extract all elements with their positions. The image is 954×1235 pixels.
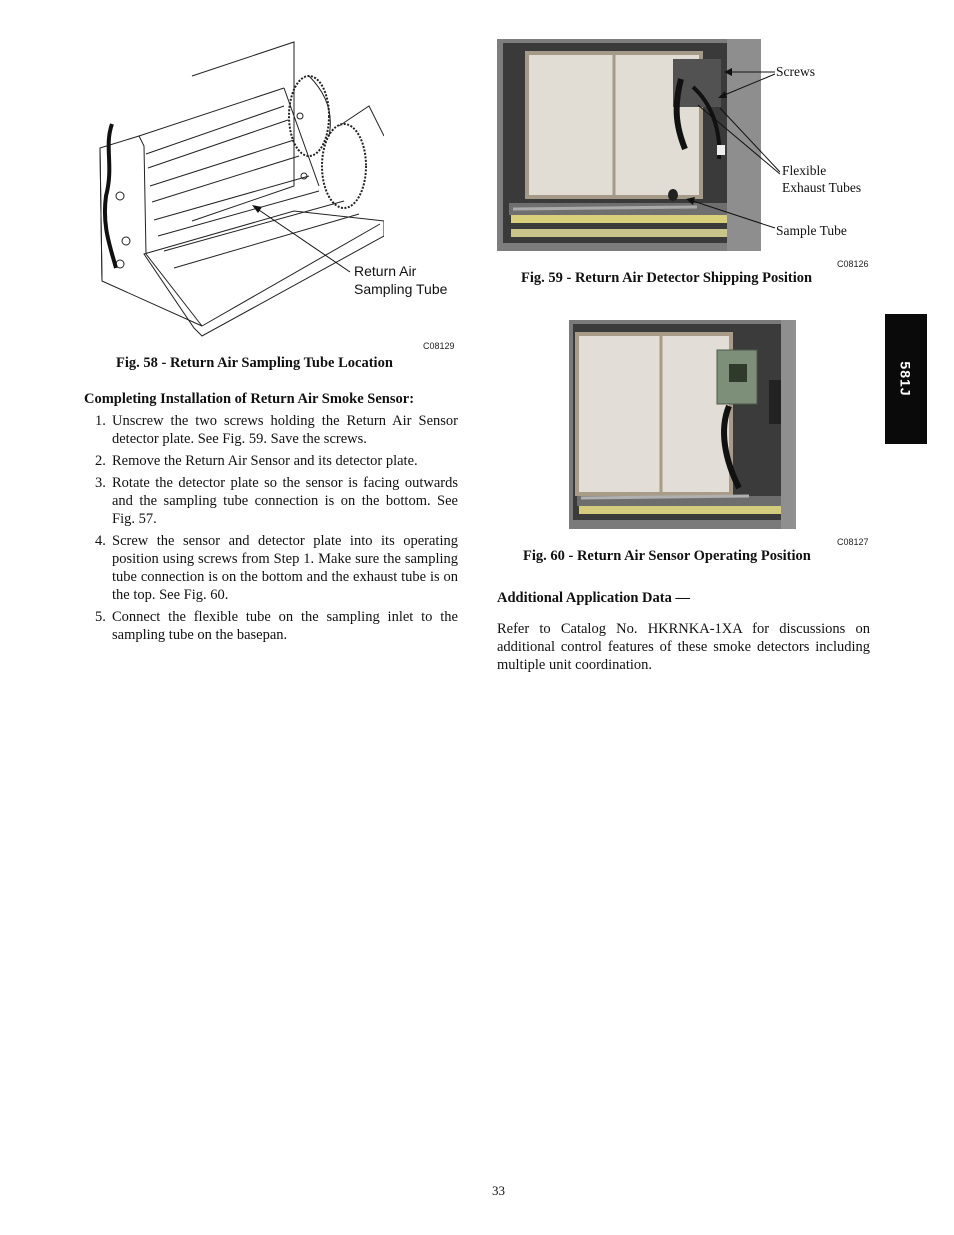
fig58-label [354, 262, 447, 298]
section2-body: Refer to Catalog No. HKRNKA-1XA for discussions on additional control features of these smoke detectors including multiple unit coordination. [497, 621, 870, 673]
fig59-callout-exhaust-tubes: Exhaust Tubes [782, 180, 862, 195]
section2-heading: Additional Application Data — [497, 590, 690, 606]
fig60-code: C08127 [837, 537, 869, 547]
step-number: 5. [95, 609, 106, 625]
step-text: Connect the flexible tube on the sampling inlet to the sampling tube on the basepan. [112, 609, 458, 643]
list-item [84, 452, 458, 470]
fig59-callout-sample-tube: Sample Tube [776, 223, 847, 238]
fig59-callout-flexible: Flexible [782, 163, 827, 178]
side-tab-label: 581J [898, 361, 914, 397]
page-number: 33 [492, 1183, 505, 1198]
fig60-caption: Fig. 60 - Return Air Sensor Operating Position [523, 548, 811, 564]
fig60-photo [569, 320, 796, 529]
fig59-caption: Fig. 59 - Return Air Detector Shipping Position [521, 270, 813, 286]
step-text: Unscrew the two screws holding the Return Air Sensor detector plate. See Fig. 59. Save the screws. [112, 413, 458, 447]
step-text: Remove the Return Air Sensor and its detector plate. [112, 453, 418, 469]
fig59-callout-lines [680, 60, 780, 235]
list-item [84, 532, 458, 604]
fig58-label-line2: Sampling Tube [354, 281, 448, 297]
fig58-drawing [84, 36, 384, 341]
step-number: 4. [95, 533, 106, 549]
fig59-code: C08126 [837, 259, 869, 269]
step-text: Screw the sensor and detector plate into its operating position using screws from Step 1. Make sure the sampling tube connection is on the bottom and the exhaust tube is on the top. See Fig. 60. [112, 533, 458, 603]
list-item [84, 608, 458, 644]
step-text: Rotate the detector plate so the sensor is facing outwards and the sampling tube connection is on the bottom. See Fig. 57. [112, 475, 458, 527]
step-number: 3. [95, 475, 106, 491]
section1-heading: Completing Installation of Return Air Smoke Sensor: [84, 391, 415, 407]
steps-list [84, 412, 458, 648]
list-item [84, 412, 458, 448]
fig58-code: C08129 [423, 341, 455, 351]
fig59-callout-screws: Screws [776, 64, 815, 79]
fig58-label-line1: Return Air [354, 263, 417, 279]
list-item [84, 474, 458, 528]
step-number: 2. [95, 453, 106, 469]
step-number: 1. [95, 413, 106, 429]
fig58-caption: Fig. 58 - Return Air Sampling Tube Location [116, 355, 393, 371]
side-tab [885, 314, 927, 444]
